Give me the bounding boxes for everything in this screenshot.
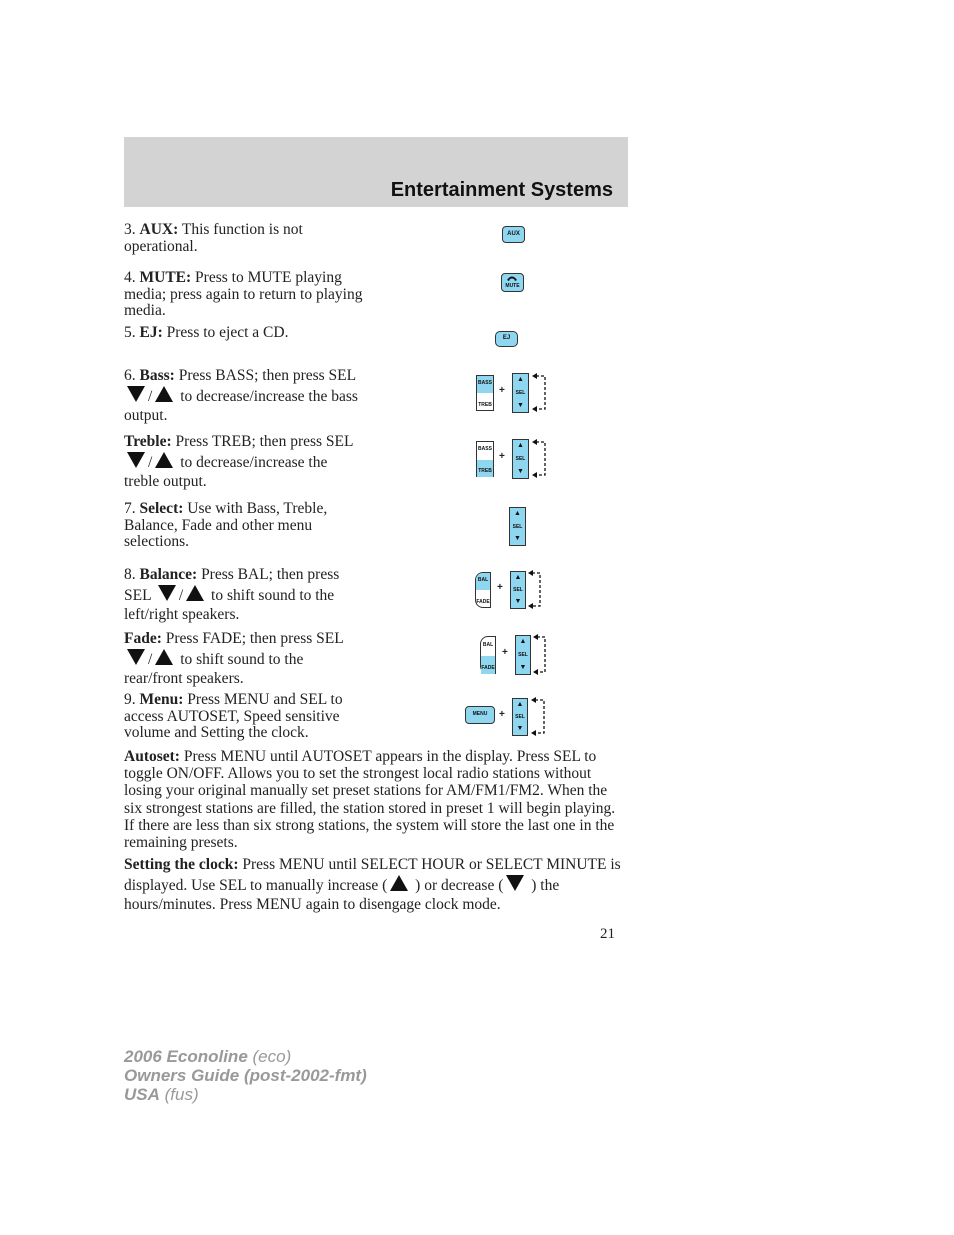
ej-entry: 5. EJ: Press to eject a CD.	[124, 324, 289, 341]
cycle-arrows-icon	[530, 697, 550, 737]
up-arrow-icon	[155, 386, 173, 402]
treble-entry: Treble: Press TREB; then press SEL / to decrease/increase the treble output.	[124, 433, 353, 490]
page-number: 21	[600, 926, 615, 942]
sel-button-icon: ▲ SEL ▼	[510, 571, 526, 609]
bass-treb-button-icon: BASS TREB	[476, 441, 494, 477]
balance-diagram: BAL FADE + ▲ SEL ▼	[475, 570, 547, 610]
bass-treb-button-icon: BASS TREB	[476, 375, 494, 411]
down-arrow-icon	[127, 649, 145, 665]
ej-button-icon: EJ	[495, 331, 518, 347]
up-arrow-icon	[155, 452, 173, 468]
down-arrow-icon	[127, 386, 145, 402]
down-arrow-icon	[506, 875, 524, 891]
autoset-paragraph: Autoset: Press MENU until AUTOSET appears in the display. Press SEL to toggle ON/OFF. Allows you to set the strongest local radio stations without losing your original manually set preset stations for AM/FM1/FM2. When the six strongest stations are filled, the station stored in preset 1 will begin playing. If there are less than six strong stations, the system will store the last one in the remaining presets.	[124, 748, 616, 852]
header-band	[124, 137, 628, 207]
clock-paragraph: Setting the clock: Press MENU until SELECT HOUR or SELECT MINUTE is displayed. Use SEL to manually increase ( ) or decrease ( ) the hours/minutes. Press MENU again to disengage clock mode.	[124, 856, 621, 913]
menu-entry: 9. Menu: Press MENU and SEL to access AUTOSET, Speed sensitive volume and Setting the clock.	[124, 691, 343, 741]
cycle-arrows-icon	[531, 373, 551, 413]
up-arrow-icon	[155, 649, 173, 665]
up-arrow-icon	[186, 585, 204, 601]
mute-button-icon: MUTE	[501, 273, 524, 292]
treble-diagram: BASS TREB + ▲ SEL ▼	[476, 439, 551, 479]
bass-entry: 6. Bass: Press BASS; then press SEL / to decrease/increase the bass output.	[124, 367, 358, 424]
up-arrow-icon	[390, 875, 408, 891]
aux-entry: 3. AUX: This function is not operational.	[124, 221, 303, 255]
mute-entry: 4. MUTE: Press to MUTE playing media; press again to return to playing media.	[124, 269, 363, 319]
down-arrow-icon	[158, 585, 176, 601]
down-arrow-icon	[127, 452, 145, 468]
menu-button-icon: MENU	[465, 706, 495, 724]
footer	[124, 1047, 367, 1104]
bal-fade-button-icon: BAL FADE	[475, 572, 491, 608]
phone-icon	[506, 275, 518, 282]
sel-button-icon: ▲ SEL ▼	[512, 373, 529, 413]
cycle-arrows-icon	[531, 439, 551, 479]
bal-fade-button-icon: BAL FADE	[480, 636, 496, 674]
select-entry: 7. Select: Use with Bass, Treble, Balance, Fade and other menu selections.	[124, 500, 328, 550]
footer-line-2: Owners Guide (post-2002-fmt)	[124, 1066, 367, 1085]
footer-line-1: 2006 Econoline (eco)	[124, 1047, 292, 1066]
sel-button-icon: ▲ SEL ▼	[515, 635, 531, 675]
cycle-arrows-icon	[532, 634, 550, 676]
footer-line-3: USA (fus)	[124, 1085, 199, 1104]
sel-button-icon: ▲ SEL ▼	[512, 439, 529, 479]
balance-entry: 8. Balance: Press BAL; then press SEL / to shift sound to the left/right speakers.	[124, 566, 340, 623]
sel-button-icon: ▲ SEL ▼	[512, 698, 528, 736]
section-title: Entertainment Systems	[390, 179, 613, 201]
sel-button-icon: ▲ SEL ▼	[509, 507, 526, 546]
cycle-arrows-icon	[527, 570, 545, 610]
fade-entry: Fade: Press FADE; then press SEL / to shift sound to the rear/front speakers.	[124, 630, 344, 687]
fade-diagram: BAL FADE + ▲ SEL ▼	[480, 634, 552, 676]
menu-diagram: MENU + ▲ SEL ▼	[464, 697, 554, 737]
bass-diagram: BASS TREB + ▲ SEL ▼	[476, 373, 551, 413]
aux-button-icon: AUX	[502, 226, 525, 243]
